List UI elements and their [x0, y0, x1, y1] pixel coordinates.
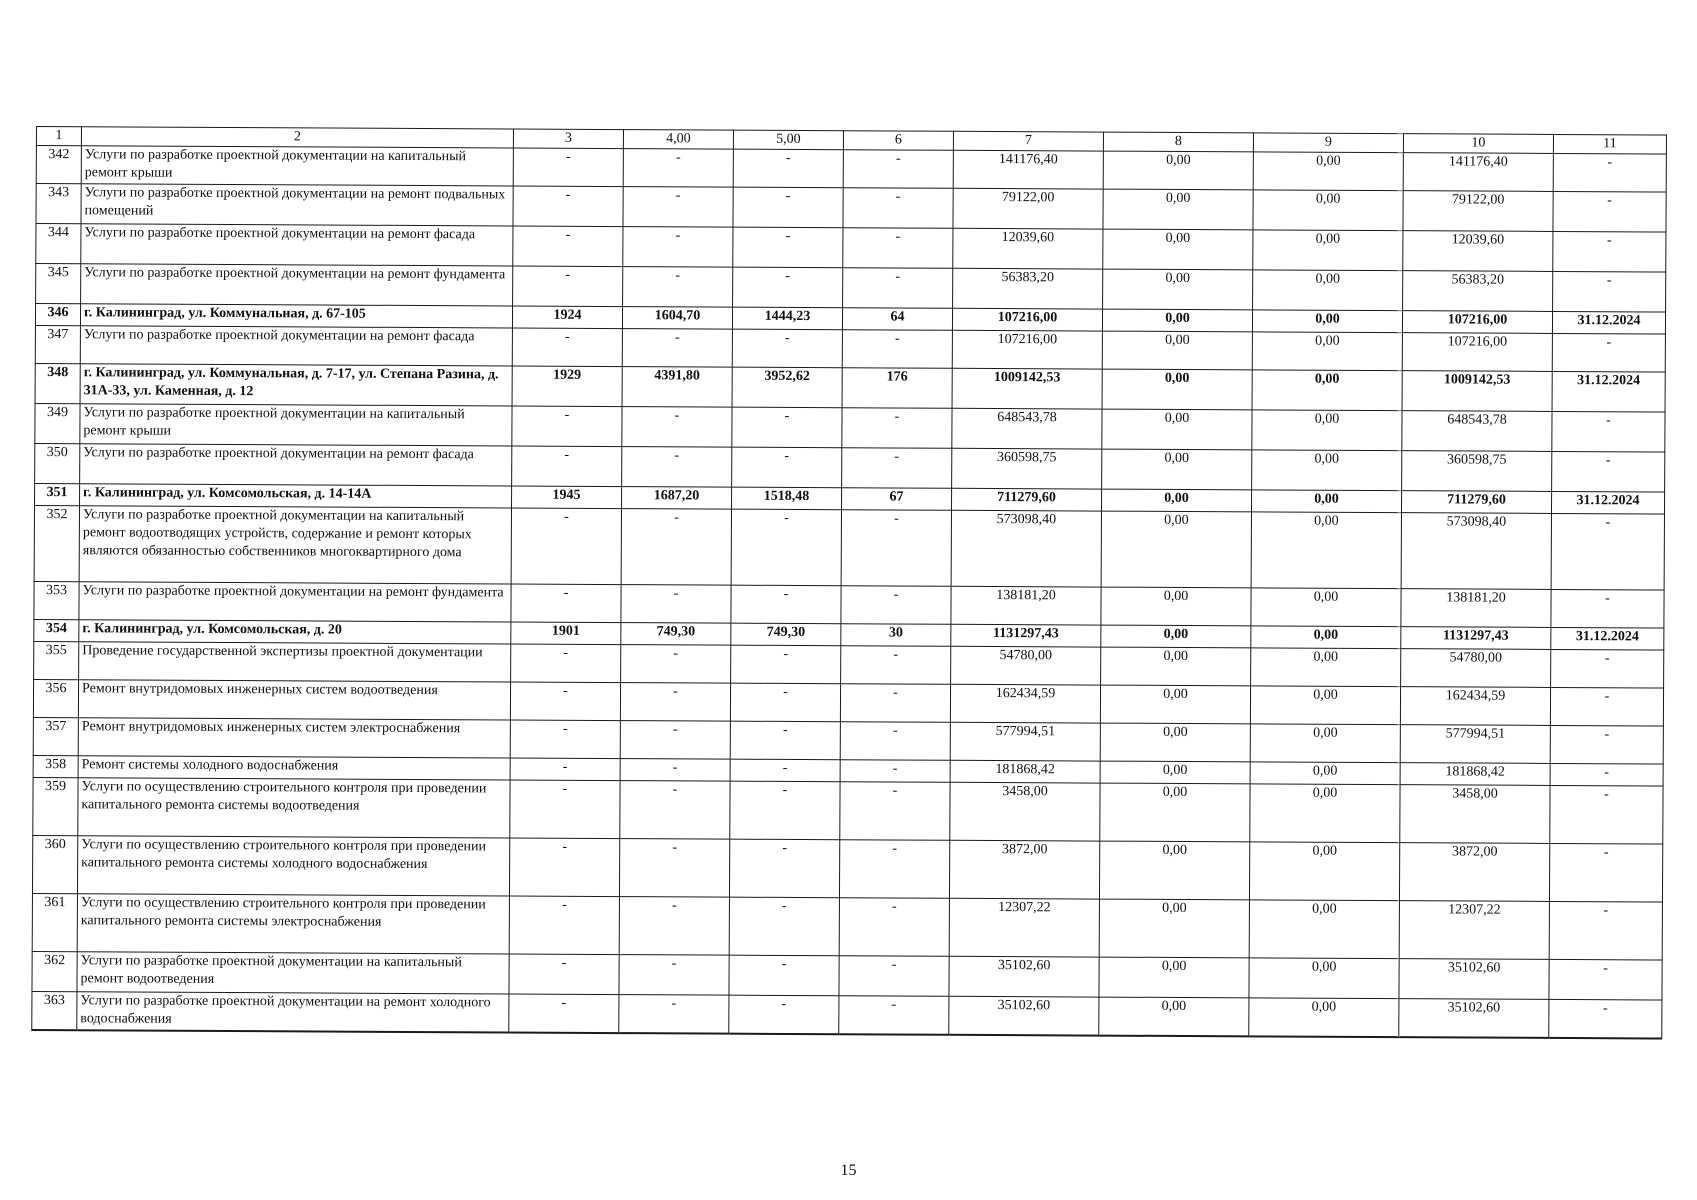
fund-cell-9: 0,00 — [1252, 450, 1402, 491]
column-number: 8 — [1103, 132, 1253, 152]
cost-total-cell: 3458,00 — [950, 782, 1100, 841]
cost-owners-cell: 12307,22 — [1399, 901, 1549, 960]
deadline-cell: - — [1550, 785, 1663, 844]
deadline-cell: - — [1550, 687, 1663, 726]
residents-cell: - — [842, 408, 952, 449]
residents-cell: - — [843, 150, 953, 189]
work-item-row — [34, 505, 1664, 590]
name-cell: Услуги по разработке проектной документации на капитальный ремонт водоотведения — [77, 952, 509, 994]
deadline-cell: - — [1549, 959, 1662, 1000]
column-number: 7 — [953, 131, 1103, 151]
year-cell: - — [510, 682, 620, 721]
cost-owners-cell: 54780,00 — [1401, 649, 1551, 688]
name-cell: Ремонт системы холодного водоснабжения — [78, 756, 510, 780]
deadline-cell: - — [1549, 999, 1662, 1038]
residents-cell: - — [840, 722, 950, 761]
fund-cell-8: 0,00 — [1103, 229, 1253, 270]
deadline-cell: 31.12.2024 — [1552, 311, 1665, 334]
year-cell: - — [510, 720, 620, 759]
row-number-cell: 344 — [36, 224, 81, 264]
area-living-cell: - — [732, 407, 842, 448]
row-number-cell: 360 — [32, 835, 77, 893]
row-number-cell: 357 — [33, 717, 78, 755]
row-number-cell: 346 — [35, 304, 80, 326]
name-cell: Услуги по разработке проектной документации на ремонт подвальных помещений — [81, 184, 513, 226]
name-cell: Ремонт внутридомовых инженерных систем водоотведения — [78, 680, 510, 720]
area-total-cell: - — [620, 721, 730, 760]
deadline-cell: - — [1549, 843, 1662, 902]
name-cell: Услуги по осуществлению строительного контроля при проведении капитального ремонта системы водоотведения — [78, 778, 510, 838]
fund-cell-8: 0,00 — [1100, 783, 1250, 842]
row-number-cell: 359 — [33, 777, 78, 835]
area-living-cell: 3952,62 — [732, 367, 842, 408]
cost-total-cell: 54780,00 — [951, 646, 1101, 685]
cost-owners-cell: 1131297,43 — [1401, 627, 1551, 650]
area-living-cell: - — [733, 227, 843, 268]
row-number-cell: 350 — [35, 443, 80, 483]
area-total-cell: - — [622, 329, 732, 368]
residents-cell: 30 — [841, 624, 951, 647]
area-total-cell: - — [623, 187, 733, 228]
cost-total-cell: 12307,22 — [949, 898, 1099, 957]
area-living-cell: 1518,48 — [732, 487, 842, 510]
fund-cell-9: 0,00 — [1251, 648, 1401, 687]
column-number: 2 — [81, 127, 513, 148]
fund-cell-8: 0,00 — [1102, 309, 1252, 332]
year-cell: - — [513, 186, 623, 227]
row-number-cell: 343 — [36, 184, 81, 224]
year-cell: - — [510, 758, 620, 781]
area-total-cell: 749,30 — [621, 623, 731, 646]
area-living-cell: 749,30 — [731, 623, 841, 646]
name-cell: Услуги по разработке проектной документации на ремонт фундамента — [79, 582, 511, 622]
residents-cell: - — [843, 188, 953, 229]
cost-owners-cell: 56383,20 — [1403, 271, 1553, 312]
name-cell: Услуги по разработке проектной документации на капитальный ремонт крыши — [81, 146, 513, 186]
name-cell: Услуги по осуществлению строительного контроля при проведении капитального ремонта системы электроснабжения — [77, 894, 509, 954]
cost-total-cell: 79122,00 — [953, 188, 1103, 229]
residents-cell: - — [839, 898, 949, 957]
fund-cell-9: 0,00 — [1252, 370, 1402, 411]
fund-cell-8: 0,00 — [1102, 369, 1252, 410]
name-cell: Услуги по разработке проектной документации на капитальный ремонт крыши — [80, 404, 512, 446]
cost-total-cell: 35102,60 — [949, 996, 1099, 1035]
row-number-cell: 345 — [36, 264, 81, 304]
residents-cell: - — [841, 586, 951, 625]
cost-total-cell: 56383,20 — [953, 268, 1103, 309]
column-number: 9 — [1253, 133, 1403, 153]
residents-cell: - — [840, 760, 950, 783]
area-living-cell: - — [730, 683, 840, 722]
deadline-cell: - — [1553, 271, 1666, 312]
area-total-cell: - — [623, 227, 733, 268]
name-cell: Услуги по разработке проектной документации на ремонт фасада — [81, 224, 513, 266]
cost-total-cell: 3872,00 — [949, 840, 1099, 899]
fund-cell-9: 0,00 — [1251, 490, 1401, 513]
name-cell: г. Калининград, ул. Комсомольская, д. 20 — [79, 620, 511, 644]
year-cell: - — [512, 328, 622, 367]
fund-cell-9: 0,00 — [1253, 152, 1403, 191]
area-total-cell: - — [623, 149, 733, 188]
fund-cell-8: 0,00 — [1100, 761, 1250, 784]
area-living-cell: - — [730, 721, 840, 760]
work-item-row — [32, 835, 1662, 902]
deadline-cell: 31.12.2024 — [1551, 491, 1664, 514]
cost-total-cell: 1009142,53 — [952, 368, 1102, 409]
fund-cell-9: 0,00 — [1252, 410, 1402, 451]
row-number-cell: 355 — [34, 641, 79, 679]
fund-cell-9: 0,00 — [1250, 762, 1400, 785]
area-total-cell: - — [621, 585, 731, 624]
row-number-cell: 354 — [34, 619, 79, 641]
year-cell: - — [509, 954, 619, 995]
area-total-cell: 1687,20 — [622, 487, 732, 510]
area-living-cell: - — [729, 955, 839, 996]
area-living-cell: - — [730, 781, 840, 840]
fund-cell-9: 0,00 — [1249, 958, 1399, 999]
year-cell: 1929 — [512, 366, 622, 407]
cost-total-cell: 181868,42 — [950, 760, 1100, 783]
fund-cell-9: 0,00 — [1250, 784, 1400, 843]
deadline-cell: - — [1551, 589, 1664, 628]
fund-cell-9: 0,00 — [1253, 230, 1403, 271]
area-total-cell: - — [621, 645, 731, 684]
area-living-cell: - — [733, 187, 843, 228]
fund-cell-8: 0,00 — [1102, 449, 1252, 490]
deadline-cell: - — [1551, 513, 1664, 590]
residents-cell: 176 — [842, 368, 952, 409]
deadline-cell: - — [1553, 191, 1666, 232]
row-number-cell: 361 — [32, 893, 77, 951]
fund-cell-8: 0,00 — [1099, 997, 1249, 1036]
cost-owners-cell: 107216,00 — [1402, 311, 1552, 334]
area-total-cell: - — [623, 267, 733, 308]
work-item-row — [32, 991, 1662, 1038]
cost-owners-cell: 35102,60 — [1399, 999, 1549, 1038]
fund-cell-9: 0,00 — [1252, 310, 1402, 333]
cost-owners-cell: 181868,42 — [1400, 763, 1550, 786]
cost-owners-cell: 573098,40 — [1401, 513, 1551, 590]
row-number-cell: 349 — [35, 403, 80, 443]
year-cell: - — [512, 446, 622, 487]
cost-total-cell: 107216,00 — [952, 308, 1102, 331]
residents-cell: - — [843, 268, 953, 309]
area-living-cell: - — [731, 509, 841, 586]
fund-cell-8: 0,00 — [1101, 511, 1251, 588]
cost-total-cell: 107216,00 — [952, 330, 1102, 369]
residents-cell: - — [843, 228, 953, 269]
cost-owners-cell: 648543,78 — [1402, 411, 1552, 452]
residents-cell: 67 — [842, 488, 952, 511]
fund-cell-8: 0,00 — [1101, 625, 1251, 648]
name-cell: Проведение государственной экспертизы проектной документации — [79, 642, 511, 682]
residents-cell: 64 — [842, 308, 952, 331]
cost-total-cell: 573098,40 — [951, 510, 1101, 587]
cost-total-cell: 35102,60 — [949, 956, 1099, 997]
year-cell: - — [511, 508, 621, 585]
deadline-cell: 31.12.2024 — [1552, 371, 1665, 412]
cost-total-cell: 360598,75 — [952, 448, 1102, 489]
year-cell: - — [513, 266, 623, 307]
residents-cell: - — [839, 840, 949, 899]
cost-owners-cell: 1009142,53 — [1402, 371, 1552, 412]
area-living-cell: - — [730, 759, 840, 782]
area-total-cell: - — [620, 759, 730, 782]
year-cell: - — [511, 584, 621, 623]
fund-cell-9: 0,00 — [1249, 842, 1399, 901]
cost-total-cell: 138181,20 — [951, 586, 1101, 625]
cost-total-cell: 711279,60 — [952, 488, 1102, 511]
name-cell: Услуги по разработке проектной документации на ремонт фасада — [80, 444, 512, 486]
column-number: 10 — [1403, 134, 1553, 154]
row-number-cell: 347 — [35, 325, 80, 363]
name-cell: Услуги по осуществлению строительного контроля при проведении капитального ремонта системы холодного водоснабжения — [77, 836, 509, 896]
area-total-cell: - — [619, 955, 729, 996]
fund-cell-8: 0,00 — [1101, 647, 1251, 686]
cost-total-cell: 12039,60 — [953, 228, 1103, 269]
fund-cell-8: 0,00 — [1101, 587, 1251, 626]
row-number-cell: 356 — [33, 679, 78, 717]
year-cell: - — [511, 644, 621, 683]
row-number-cell: 353 — [34, 581, 79, 619]
name-cell: Ремонт внутридомовых инженерных систем электроснабжения — [78, 718, 510, 758]
name-cell: г. Калининград, ул. Коммунальная, д. 67-105 — [80, 304, 512, 328]
column-number: 1 — [36, 127, 81, 146]
row-number-cell: 362 — [32, 951, 77, 991]
residents-cell: - — [839, 996, 949, 1035]
fund-cell-8: 0,00 — [1099, 841, 1249, 900]
area-living-cell: - — [731, 645, 841, 684]
fund-cell-8: 0,00 — [1102, 409, 1252, 450]
column-number: 11 — [1553, 134, 1666, 154]
area-total-cell: - — [619, 995, 729, 1034]
area-living-cell: - — [733, 149, 843, 188]
fund-cell-8: 0,00 — [1100, 723, 1250, 762]
year-cell: 1924 — [512, 306, 622, 329]
deadline-cell: - — [1550, 725, 1663, 764]
column-number: 3 — [513, 129, 623, 149]
deadline-cell: - — [1550, 763, 1663, 786]
deadline-cell: - — [1552, 411, 1665, 452]
fund-cell-8: 0,00 — [1103, 189, 1253, 230]
residents-cell: - — [839, 956, 949, 997]
area-total-cell: - — [619, 839, 729, 898]
area-living-cell: - — [729, 995, 839, 1034]
residents-cell: - — [840, 684, 950, 723]
fund-cell-9: 0,00 — [1250, 686, 1400, 725]
cost-total-cell: 162434,59 — [950, 684, 1100, 723]
year-cell: - — [513, 226, 623, 267]
cost-owners-cell: 3458,00 — [1400, 785, 1550, 844]
cost-owners-cell: 35102,60 — [1399, 959, 1549, 1000]
name-cell: Услуги по разработке проектной документации на капитальный ремонт водоотводящих устройств, содержание и ремонт которых являются обязанностью собственников многоквартирного дома — [79, 506, 511, 584]
fund-cell-9: 0,00 — [1251, 588, 1401, 627]
row-number-cell: 363 — [32, 991, 77, 1029]
name-cell: Услуги по разработке проектной документации на ремонт фундамента — [81, 264, 513, 306]
residents-cell: - — [842, 330, 952, 369]
cost-total-cell: 648543,78 — [952, 408, 1102, 449]
fund-cell-8: 0,00 — [1100, 685, 1250, 724]
area-living-cell: - — [732, 329, 842, 368]
name-cell: г. Калининград, ул. Комсомольская, д. 14-14А — [80, 484, 512, 508]
column-number: 4,00 — [623, 130, 733, 150]
cost-owners-cell: 360598,75 — [1402, 451, 1552, 492]
fund-cell-9: 0,00 — [1251, 512, 1401, 589]
year-cell: - — [509, 838, 619, 897]
name-cell: Услуги по разработке проектной документации на ремонт холодного водоснабжения — [77, 992, 509, 1032]
cost-owners-cell: 12039,60 — [1403, 231, 1553, 272]
repair-program-table — [31, 126, 1667, 1039]
area-total-cell: - — [622, 447, 732, 488]
year-cell: - — [513, 148, 623, 187]
area-total-cell: - — [622, 407, 732, 448]
year-cell: - — [509, 896, 619, 955]
name-cell: г. Калининград, ул. Коммунальная, д. 7-17, ул. Степана Разина, д. 31А-33, ул. Каменная, д. 12 — [80, 364, 512, 406]
area-living-cell: 1444,23 — [732, 307, 842, 330]
column-number: 6 — [843, 131, 953, 151]
fund-cell-8: 0,00 — [1099, 899, 1249, 958]
area-living-cell: - — [732, 447, 842, 488]
fund-cell-9: 0,00 — [1251, 626, 1401, 649]
residents-cell: - — [840, 782, 950, 841]
deadline-cell: - — [1553, 153, 1666, 192]
fund-cell-9: 0,00 — [1253, 190, 1403, 231]
name-cell: Услуги по разработке проектной документации на ремонт фасада — [80, 326, 512, 366]
area-total-cell: - — [621, 509, 731, 586]
row-number-cell: 352 — [34, 505, 79, 581]
page-number: 15 — [840, 1162, 857, 1179]
year-cell: - — [512, 406, 622, 447]
deadline-cell: - — [1552, 451, 1665, 492]
year-cell: 1945 — [512, 486, 622, 509]
deadline-cell: 31.12.2024 — [1551, 627, 1664, 650]
cost-owners-cell: 577994,51 — [1400, 725, 1550, 764]
fund-cell-9: 0,00 — [1250, 724, 1400, 763]
area-total-cell: 4391,80 — [622, 367, 732, 408]
cost-owners-cell: 141176,40 — [1403, 153, 1553, 192]
deadline-cell: - — [1553, 231, 1666, 272]
residents-cell: - — [841, 646, 951, 685]
cost-owners-cell: 107216,00 — [1402, 333, 1552, 372]
column-number: 5,00 — [733, 130, 843, 150]
deadline-cell: - — [1552, 333, 1665, 372]
cost-total-cell: 1131297,43 — [951, 624, 1101, 647]
cost-total-cell: 141176,40 — [953, 150, 1103, 189]
fund-cell-8: 0,00 — [1101, 489, 1251, 512]
fund-cell-9: 0,00 — [1249, 900, 1399, 959]
work-item-row — [33, 777, 1663, 844]
area-total-cell: 1604,70 — [622, 307, 732, 330]
cost-owners-cell: 162434,59 — [1400, 687, 1550, 726]
cost-total-cell: 577994,51 — [950, 722, 1100, 761]
fund-cell-9: 0,00 — [1252, 332, 1402, 371]
area-living-cell: - — [731, 585, 841, 624]
area-total-cell: - — [620, 781, 730, 840]
fund-cell-9: 0,00 — [1253, 270, 1403, 311]
cost-owners-cell: 138181,20 — [1401, 589, 1551, 628]
row-number-cell: 342 — [36, 146, 81, 184]
residents-cell: - — [841, 510, 951, 587]
cost-owners-cell: 711279,60 — [1401, 491, 1551, 514]
year-cell: - — [509, 994, 619, 1033]
year-cell: - — [510, 780, 620, 839]
fund-cell-8: 0,00 — [1103, 151, 1253, 190]
cost-owners-cell: 79122,00 — [1403, 191, 1553, 232]
fund-cell-8: 0,00 — [1102, 331, 1252, 370]
deadline-cell: - — [1549, 901, 1662, 960]
area-total-cell: - — [620, 683, 730, 722]
area-living-cell: - — [729, 897, 839, 956]
area-living-cell: - — [729, 839, 839, 898]
deadline-cell: - — [1551, 649, 1664, 688]
work-item-row — [32, 893, 1662, 960]
fund-cell-8: 0,00 — [1099, 957, 1249, 998]
row-number-cell: 348 — [35, 363, 80, 403]
residents-cell: - — [842, 448, 952, 489]
row-number-cell: 358 — [33, 755, 78, 777]
year-cell: 1901 — [511, 622, 621, 645]
cost-owners-cell: 3872,00 — [1399, 843, 1549, 902]
fund-cell-9: 0,00 — [1249, 998, 1399, 1037]
row-number-cell: 351 — [35, 483, 80, 505]
table-body — [32, 127, 1667, 1039]
fund-cell-8: 0,00 — [1103, 269, 1253, 310]
area-living-cell: - — [733, 267, 843, 308]
area-total-cell: - — [619, 897, 729, 956]
